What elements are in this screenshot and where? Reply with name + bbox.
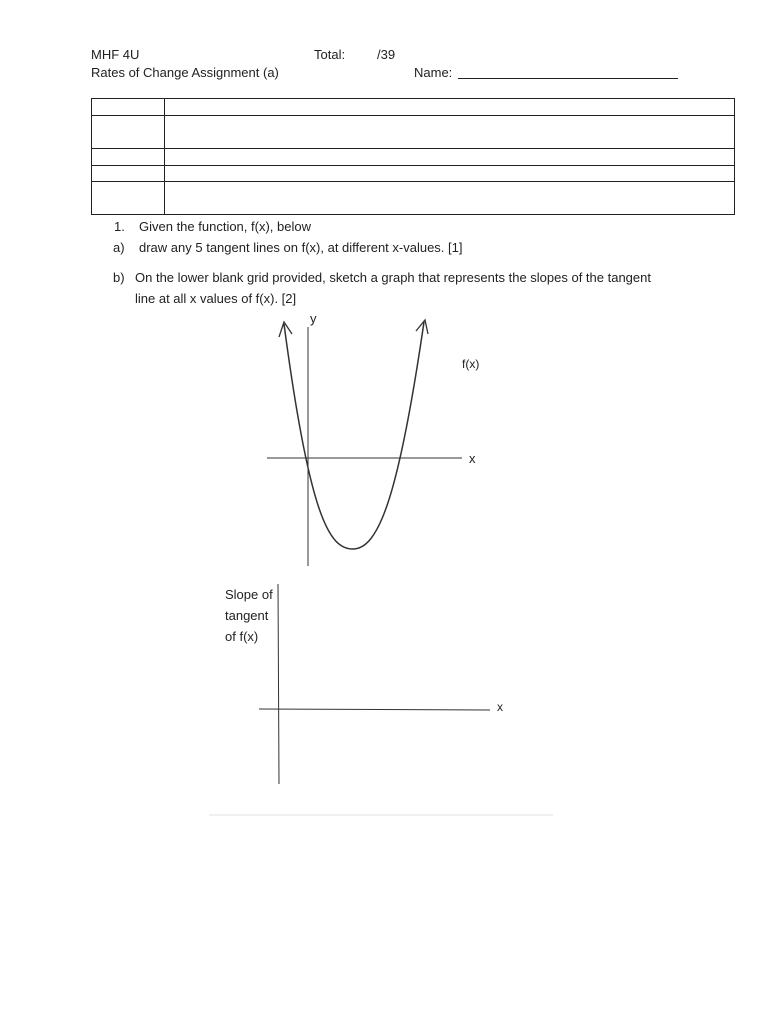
parabola-curve (284, 322, 424, 549)
part-b-line2: line at all x values of f(x). [2] (135, 291, 297, 306)
slope-axis-label (225, 584, 273, 647)
slope-axis-label-line3: of f(x) (225, 629, 259, 644)
part-a-text: draw any 5 tangent lines on f(x), at different x-values. [1] (139, 240, 463, 255)
top-y-axis-label: y (310, 311, 317, 326)
bottom-x-axis (259, 709, 490, 710)
slope-axis-label-line2: tangent (225, 608, 269, 623)
total-value: /39 (377, 47, 396, 62)
question-stem: Given the function, f(x), below (139, 219, 311, 234)
function-label: f(x) (462, 357, 480, 371)
bottom-y-axis (278, 584, 279, 784)
part-a-label: a) (113, 240, 125, 255)
bottom-x-axis-label: x (497, 700, 503, 714)
total-label: Total: (314, 47, 346, 62)
question-number: 1. (114, 219, 125, 234)
name-label: Name: (414, 65, 453, 80)
course-code: MHF 4U (91, 47, 140, 62)
part-b-line1: On the lower blank grid provided, sketch a graph that represents the slopes of the tangent (135, 270, 651, 285)
part-b-label: b) (113, 270, 125, 285)
top-x-axis-label: x (469, 451, 476, 466)
assignment-title: Rates of Change Assignment (a) (91, 65, 279, 80)
slope-axis-label-line1: Slope of (225, 587, 273, 602)
